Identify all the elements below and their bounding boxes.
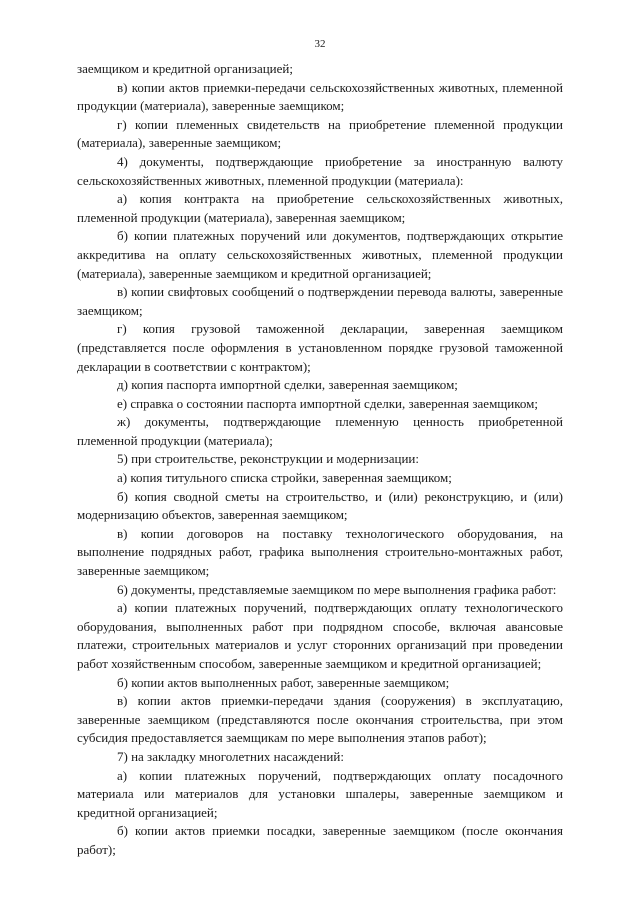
- paragraph: г) копии племенных свидетельств на приобретение племенной продукции (материала), заверенные заемщиком;: [77, 116, 563, 151]
- paragraph: в) копии актов приемки-передачи здания (сооружения) в эксплуатацию, заверенные заемщиком (представляются после окончания строительства, при этом субсидия предоставляется заемщикам по мере выполнения этапов работ);: [77, 693, 563, 746]
- paragraph: ж) документы, подтверждающие племенную ценность приобретенной племенной продукции (материала);: [77, 414, 563, 448]
- page-number: 32: [314, 38, 326, 50]
- paragraph: в) копии свифтовых сообщений о подтверждении перевода валюты, заверенные заемщиком;: [77, 284, 563, 318]
- paragraph: 7) на закладку многолетних насаждений:: [117, 748, 344, 764]
- paragraph: е) справка о состоянии паспорта импортной сделки, заверенная заемщиком;: [117, 395, 539, 411]
- paragraph: 6) документы, представляемые заемщиком по мере выполнения графика работ:: [117, 581, 557, 597]
- document-body: [77, 60, 563, 860]
- paragraph: а) копии платежных поручений, подтверждающих оплату технологического оборудования, выполненных работ при подрядном способе, включая авансовые платежи, строительных материалов и услуг сторонних организаций при проведении работ хозяйственным способом, заверенные заемщиком и кредитной организацией;: [77, 600, 563, 671]
- paragraph: в) копии договоров на поставку технологического оборудования, на выполнение подрядных работ, графика выполнения строительно-монтажных работ, заверенные заемщиком;: [77, 525, 563, 579]
- paragraph: д) копия паспорта импортной сделки, заверенная заемщиком;: [117, 377, 458, 393]
- paragraph: а) копия контракта на приобретение сельскохозяйственных животных, племенной продукции (материала), заверенная заемщиком;: [77, 191, 563, 225]
- paragraph: б) копии актов выполненных работ, заверенные заемщиком;: [117, 674, 450, 690]
- paragraph: б) копии актов приемки посадки, заверенные заемщиком (после окончания работ);: [77, 823, 563, 857]
- paragraph: б) копия сводной сметы на строительство, и (или) реконструкцию, и (или) модернизацию объектов, заверенная заемщиком;: [77, 488, 563, 523]
- paragraph: г) копия грузовой таможенной декларации, заверенная заемщиком (представляется после оформления в установленном порядке грузовой таможенной декларации в соответствии с контрактом);: [77, 321, 563, 374]
- paragraph: 5) при строительстве, реконструкции и модернизации:: [117, 451, 419, 467]
- paragraph: 4) документы, подтверждающие приобретение за иностранную валюту сельскохозяйственных животных, племенной продукции (материала):: [77, 153, 563, 188]
- paragraph: а) копии платежных поручений, подтверждающих оплату посадочного материала или материалов для установки шпалеры, заверенные заемщиком и кредитной организацией;: [77, 767, 563, 820]
- paragraph: в) копии актов приемки-передачи сельскохозяйственных животных, племенной продукции (материала), заверенные заемщиком;: [77, 79, 563, 114]
- paragraph: а) копия титульного списка стройки, заверенная заемщиком;: [117, 470, 452, 486]
- paragraph: б) копии платежных поручений или документов, подтверждающих открытие аккредитива на оплату сельскохозяйственных животных, племенной продукции (материала), заверенные заемщиком и кредитной организацией;: [77, 228, 563, 281]
- paragraph: заемщиком и кредитной организацией;: [77, 61, 293, 76]
